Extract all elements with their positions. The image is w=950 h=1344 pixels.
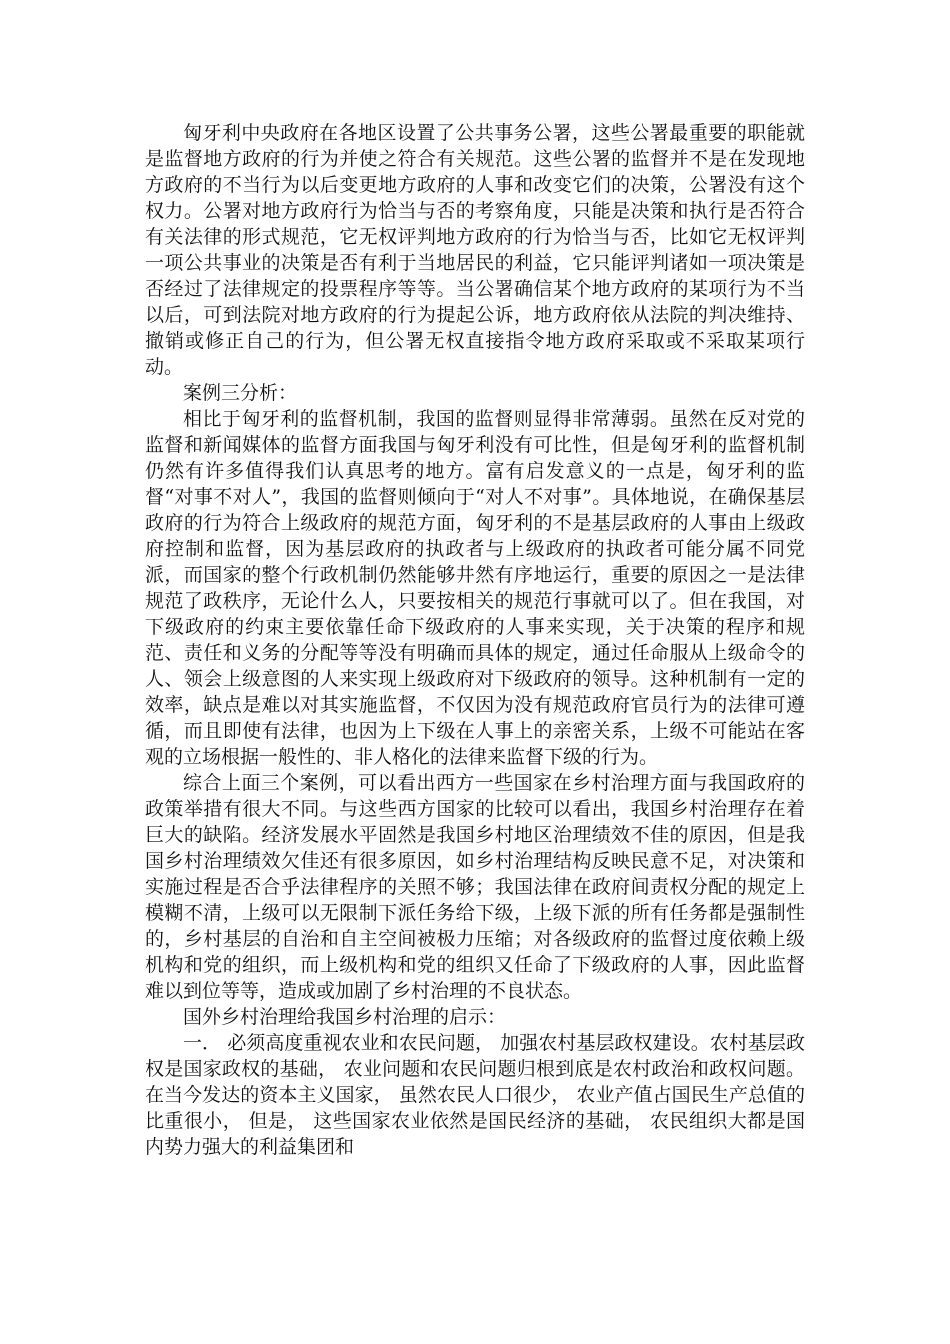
paragraph-hungary-supervision: 匈牙利中央政府在各地区设置了公共事务公署，这些公署最重要的职能就是监督地方政府的行为并使之符合有关规范。这些公署的监督并不是在发现地方政府的不当行为以后变更地方政府的人事和改变它们的决策，公署没有这个权力。公署对地方政府行为恰当与否的考察角度，只能是决策和执行是否符合有关法律的形式规范，它无权评判地方政府的行为恰当与否，比如它无权评判一项公共事业的决策是否有利于当地居民的利益，它只能评判诸如一项决策是否经过了法律规定的投票程序等等。当公署确信某个地方政府的某项行为不当以后，可到法院对地方政府的行为提起公诉，地方政府依从法院的判决维持、撤销或修正自己的行为，但公署无权直接指令地方政府采取或不采取某项行动。 — [145, 122, 805, 378]
paragraph-lesson-one: 一． 必须高度重视农业和农民问题， 加强农村基层政权建设。农村基层政权是国家政权的基础， 农业问题和农民问题归根到底是农村政治和政权问题。在当今发达的资本主义国家， 虽然农民人口很少， 农业产值占国民生产总值的比重很小， 但是， 这些国家农业依然是国民经济的基础， 农民组织大都是国内势力强大的利益集团和 — [145, 1032, 805, 1158]
heading-case-three-analysis: 案例三分析： — [183, 382, 298, 404]
document-body — [145, 120, 805, 1160]
paragraph-summary: 综合上面三个案例，可以看出西方一些国家在乡村治理方面与我国政府的政策举措有很大不同。与这些西方国家的比较可以看出，我国乡村治理存在着巨大的缺陷。经济发展水平固然是我国乡村地区治理绩效不佳的原因，但是我国乡村治理绩效欠佳还有很多原因，如乡村治理结构反映民意不足，对决策和实施过程是否合乎法律程序的关照不够；我国法律在政府间责权分配的规定上模糊不清，上级可以无限制下派任务给下级，上级下派的所有任务都是强制性的，乡村基层的自治和自主空间被极力压缩；对各级政府的监督过度依赖上级机构和党的组织，而上级机构和党的组织又任命了下级政府的人事，因此监督难以到位等等，造成或加剧了乡村治理的不良状态。 — [145, 772, 805, 1002]
heading-lessons: 国外乡村治理给我国乡村治理的启示： — [183, 1006, 507, 1028]
paragraph-comparison: 相比于匈牙利的监督机制，我国的监督则显得非常薄弱。虽然在反对党的监督和新闻媒体的监督方面我国与匈牙利没有可比性，但是匈牙利的监督机制仍然有许多值得我们认真思考的地方。富有启发意义的一点是，匈牙利的监督“对事不对人”，我国的监督则倾向于“对人不对事”。具体地说，在确保基层政府的行为符合上级政府的规范方面，匈牙利的不是基层政府的人事由上级政府控制和监督，因为基层政府的执政者与上级政府的执政者可能分属不同党派，而国家的整个行政机制仍然能够井然有序地运行，重要的原因之一是法律规范了政秩序，无论什么人，只要按相关的规范行事就可以了。但在我国，对下级政府的约束主要依靠任命下级政府的人事来实现，关于决策的程序和规范、责任和义务的分配等等没有明确而具体的规定，通过任命服从上级命令的人、领会上级意图的人来实现上级政府对下级政府的领导。这种机制有一定的效率，缺点是难以对其实施监督，不仅因为没有规范政府官员行为的法律可遵循，而且即使有法律，也因为上下级在人事上的亲密关系，上级不可能站在客观的立场根据一般性的、非人格化的法律来监督下级的行为。 — [145, 408, 805, 768]
